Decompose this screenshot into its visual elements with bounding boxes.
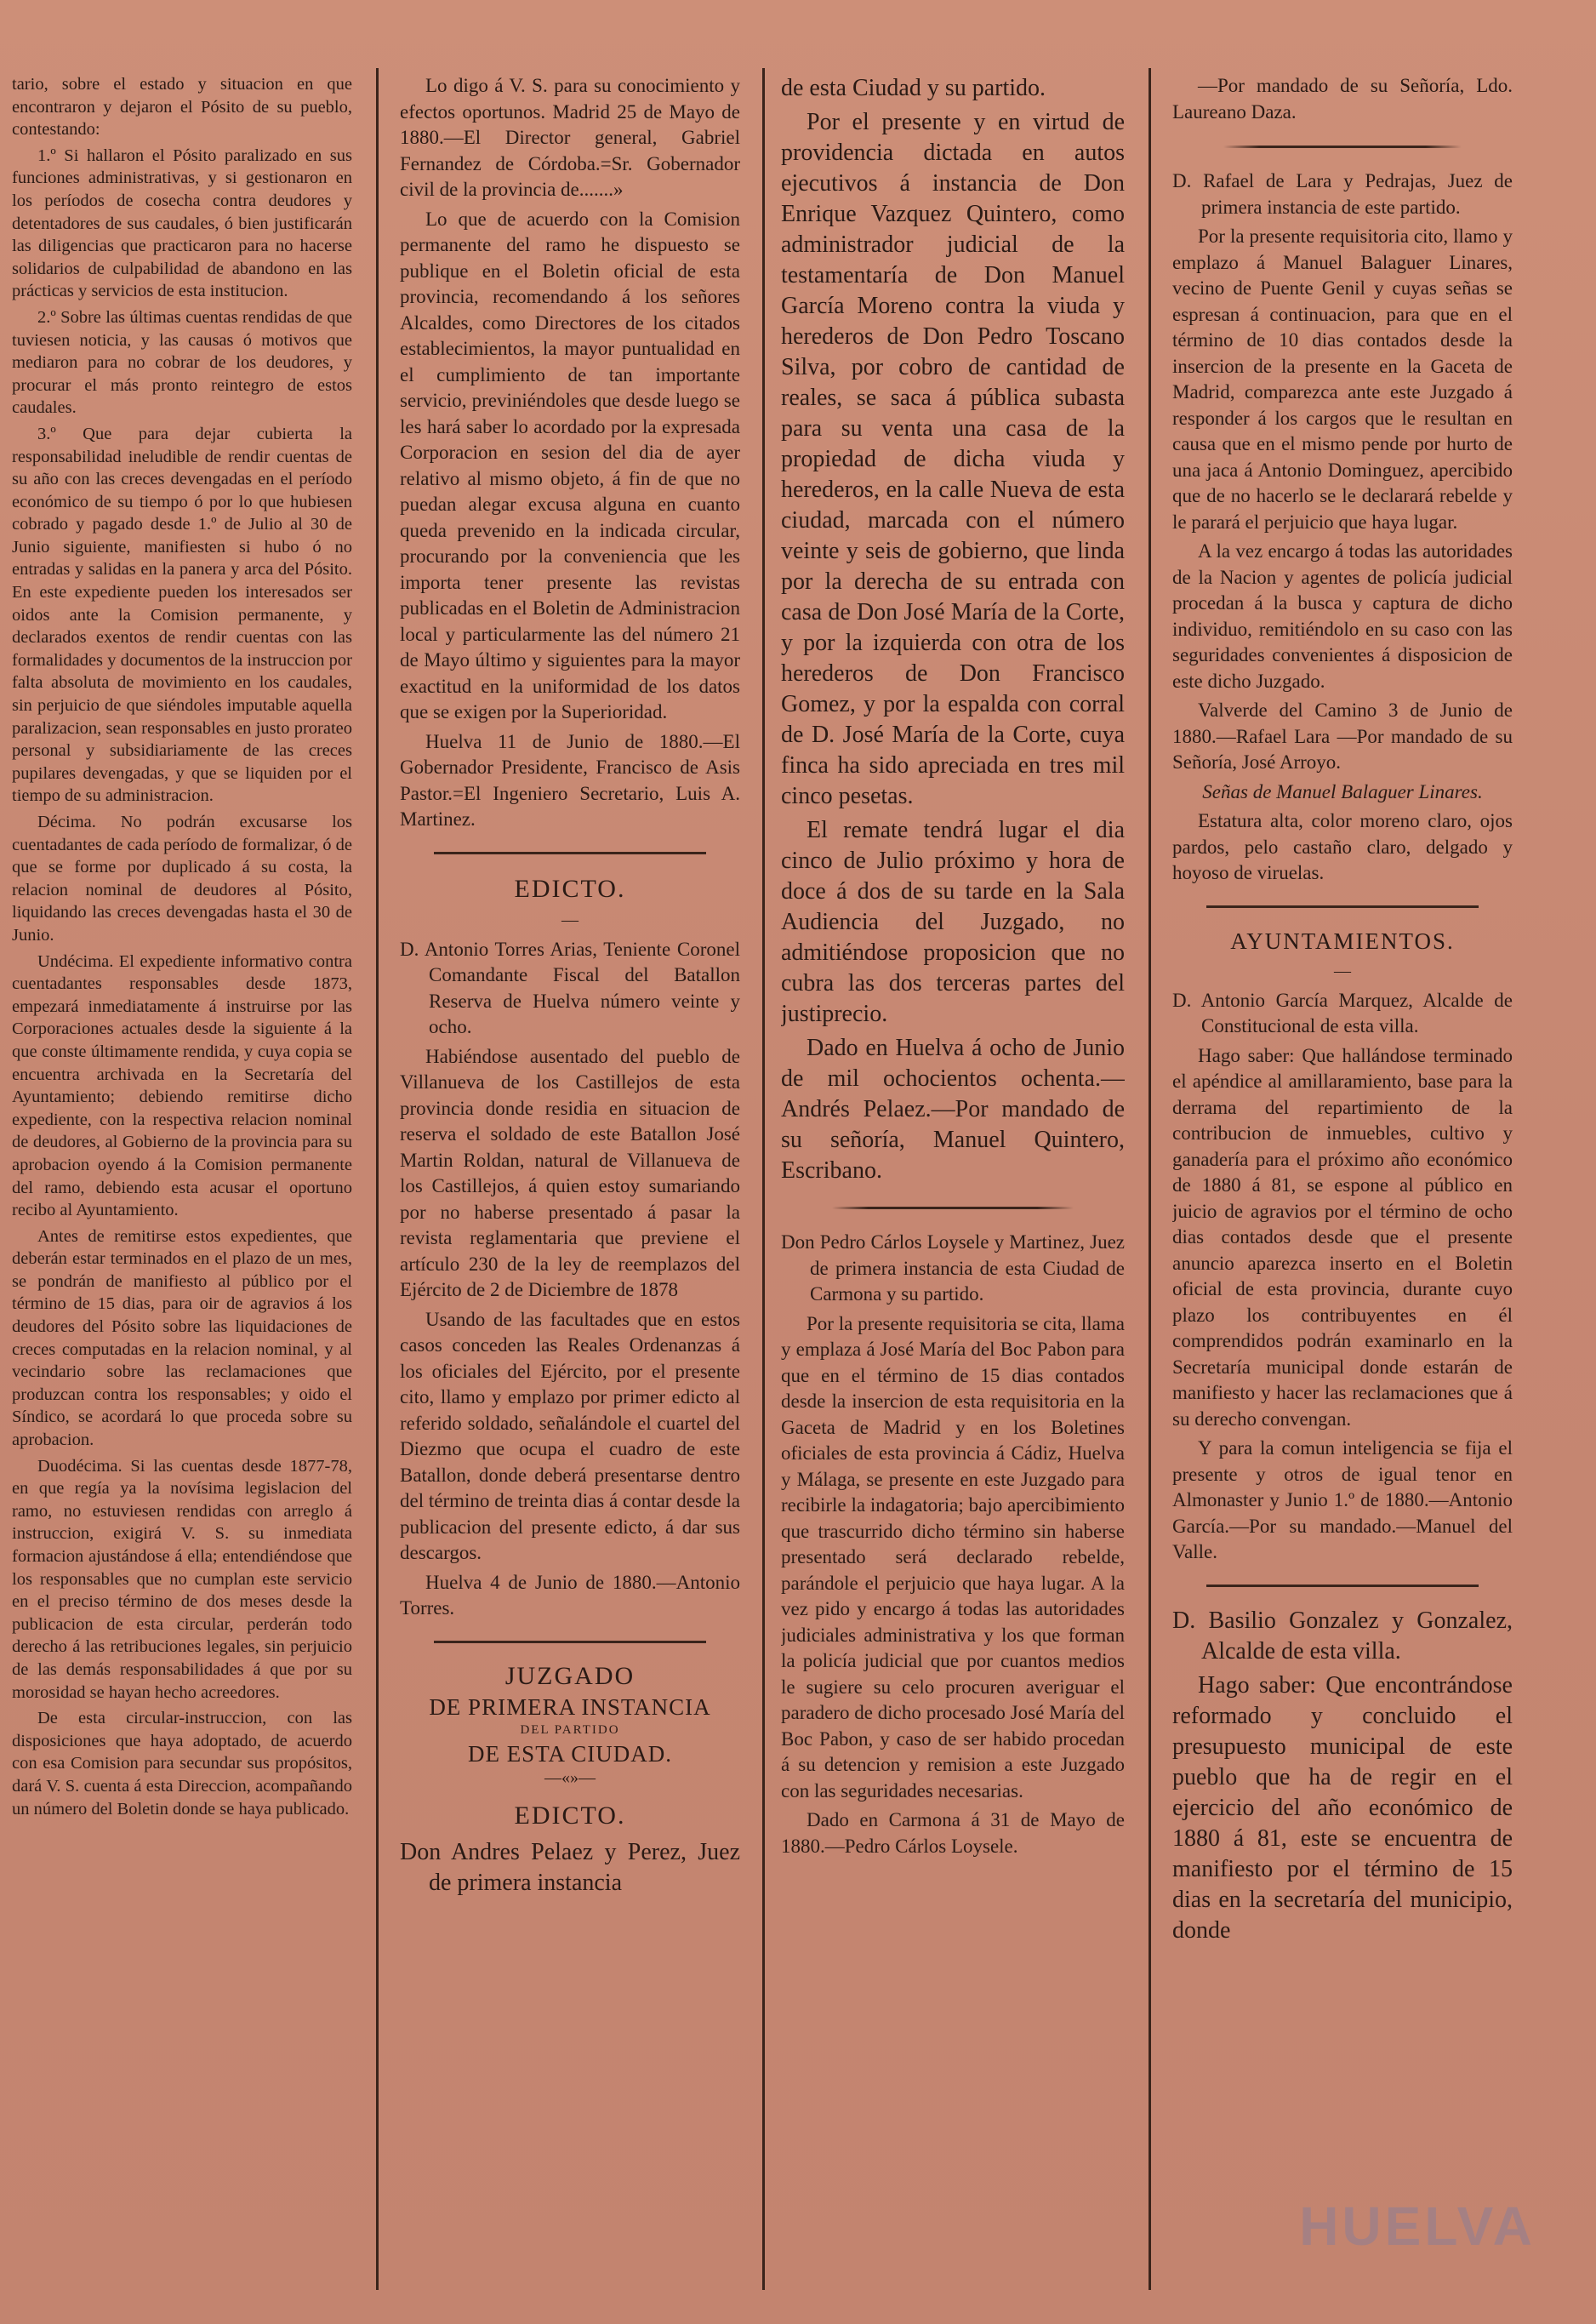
edicto-authority: Don Andres Pelaez y Perez, Juez de primera instancia <box>400 1838 740 1896</box>
ayuntamiento-authority: D. Basilio Gonzalez y Gonzalez, Alcalde de esta villa. <box>1172 1607 1513 1664</box>
paragraph: Dado en Carmona á 31 de Mayo de 1880.—Pedro Cárlos Loysele. <box>781 1809 1125 1857</box>
juzgado-heading: JUZGADO <box>504 1661 636 1690</box>
paragraph: Dado en Huelva á ocho de Junio de mil ochocientos ochenta.—Andrés Pelaez.—Por mandado de su señoría, Manuel Quintero, Escribano. <box>781 1035 1125 1184</box>
paragraph: El remate tendrá lugar el dia cinco de Julio próximo y hora de doce á dos de su tarde en la Sala Audiencia del Juzgado, no admitiéndose proposicion que no cubra las dos terceras partes del justiprecio. <box>781 817 1125 1027</box>
paragraph: Duodécima. Si las cuentas desde 1877-78, en que regía ya la novísima legislacion del ramo, no estuviesen rendidas con arreglo á instruccion, exigirá V. S. su inmediata formacion ajustándose á ella; entendiéndose que los responsables que no cumplan este servicio en el preciso término de dos meses desde la publicacion de esta circular, perderán todo derecho á las retribuciones legales, sin perjuicio de las demás responsabilidades á que por su morosidad se hayan hecho acreedores. <box>12 1456 352 1702</box>
column-divider <box>762 68 765 2290</box>
paragraph: Lo que de acuerdo con la Comision permanente del ramo he dispuesto se publique en el Boletin oficial de esta provincia, recomendando á los señores Alcaldes, como Directores de los citados establecimientos, la mayor puntualidad en el cumplimiento de tan importante servicio, previniéndoles que desde luego se les hará saber lo acordado por la expresada Corporacion en sesion del dia de ayer relativo al mismo objeto, á fin de que no puedan alegar excusa alguna en cuanto queda prevenido en la indicada circular, procurando por la conveniencia que les importa tener presente las revistas publicadas en el Boletin de Administracion local y particularmente las del número 21 de Mayo último y siguientes para la mayor exactitud en la uniformidad de los datos que se exigen por la Superioridad. <box>400 208 740 722</box>
column-2 <box>400 73 740 2290</box>
paragraph: Undécima. El expediente informativo contra cuentadantes responsables desde 1873, empezará inmediatamente á instruirse por las Corporaciones actuales desde la siguiente á la que conste últimamente rendida, y cuya copia se encuentra archivada en la Secretaría del Ayuntamiento; debiendo remitirse dicho expediente, con la respectiva relacion nominal de deudores, al Gobierno de la provincia para su aprobacion oyendo á la Comision permanente del ramo, debiendo esta acusar el oportuno recibo al Ayuntamiento. <box>12 951 352 1220</box>
paragraph: Valverde del Camino 3 de Junio de 1880.—Rafael Lara —Por mandado de su Señoría, José Arroyo. <box>1172 699 1513 773</box>
column-4 <box>1172 73 1513 2290</box>
paragraph: Huelva 11 de Junio de 1880.—El Gobernador Presidente, Francisco de Asis Pastor.=El Ingeniero Secretario, Luis A. Martinez. <box>400 730 740 830</box>
paragraph: De esta circular-instruccion, con las disposiciones que haya adoptado, de acuerdo con esa Comision para secundar sus propósitos, dará V. S. cuenta á esta Direccion, acompañando un número del Boletin donde se haya publicado. <box>12 1709 352 1819</box>
heading-dash: — <box>1334 961 1351 980</box>
heading-dash: — <box>561 910 579 929</box>
column-1 <box>12 73 352 2290</box>
paragraph: Por la presente requisitoria se cita, llama y emplaza á José María del Boc Pabon para que en el término de 15 dias contados desde la insercion de esta requisitoria en la Gaceta de Madrid y en los Boletines oficiales de esta provincia á Cádiz, Huelva y Málaga, se presente en este Juzgado para recibirle la indagatoria; bajo apercibimiento que trascurrido dicho término sin haberse presentado será declarado rebelde, parándole el perjuicio que haya lugar. A la vez pido y encargo á todas las autoridades judiciales administrativa y los que forman la policía judicial que por cuantos medios le sugiere su celo procuren averiguar el paradero de dicho procesado José María del Boc Pabon, y caso de ser habido procedan á su detencion y remision a este Juzgado con las seguridades necesarias. <box>781 1312 1125 1802</box>
paragraph: Por la presente requisitoria cito, llamo y emplazo á Manuel Balaguer Linares, vecino de Puente Genil y cuyas señas se espresan á continuacion, para que en el término de 10 dias contados desde la insercion de la presente en la Gaceta de Madrid, comparezca ante este Juzgado á responder á los cargos que le resultan en causa que en el mismo pende por hurto de una jaca á Antonio Dominguez, apercibido que de no hacerlo se le declarará rebelde y le parará el perjuicio que haya lugar. <box>1172 226 1513 533</box>
paragraph: 1.º Si hallaron el Pósito paralizado en sus funciones administrativas, y si gestionaron en los períodos de cosecha contra deudores y detentadores de sus caudales, ó bien justificarán las diligencias que practicaron para no hacerse solidarios de culpabilidad de abandono en las prácticas y servicios de esta institucion. <box>12 146 352 301</box>
section-rule <box>832 1207 1074 1209</box>
paragraph: Por el presente y en virtud de providencia dictada en autos ejecutivos á instancia de Don Enrique Vazquez Quintero, como administrador judicial de la testamentaría de Don Manuel García Moreno contra la viuda y herederos de Don Pedro Toscano Silva, por cobro de cantidad de reales, se saca á pública subasta para su venta una casa de la propiedad de dicha viuda y herederos, en la calle Nueva de esta ciudad, marcada con el número veinte y seis de gobierno, que linda por la derecha de su entrada con casa de Don José María de la Corte, y por la izquierda con otra de los herederos de Don Francisco Gomez, y por la espalda con corral de D. José María de la Corte, cuya finca ha sido apreciada en tres mil cinco pesetas. <box>781 109 1125 809</box>
paragraph: Huelva 4 de Junio de 1880.—Antonio Torres. <box>400 1571 740 1619</box>
juzgado-small-caption: DEL PARTIDO <box>520 1722 620 1737</box>
column-divider <box>1149 68 1151 2290</box>
edicto-authority-cont: de esta Ciudad y su partido. <box>781 75 1046 101</box>
ayuntamiento-authority: D. Antonio García Marquez, Alcalde de Constitucional de esta villa. <box>1172 989 1513 1036</box>
paragraph: Usando de las facultades que en estos casos conceden las Reales Ordenanzas á los oficiales del Ejército, por el presente cito, llamo y emplazo por primer edicto al referido soldado, señalándole el cuartel del Diezmo que ocupa el cuadro de este Batallon, donde deberá presentarse dentro del término de treinta dias á contar desde la publicacion del presente edicto, á dar sus descargos. <box>400 1308 740 1563</box>
paragraph: A la vez encargo á todas las autoridades de la Nacion y agentes de policía judicial procedan á la busca y captura de dicho individuo, remitiéndolo en su caso con las seguridades convenientes á disposicion de este dicho Juzgado. <box>1172 540 1513 692</box>
requisitoria-authority: Don Pedro Cárlos Loysele y Martinez, Juez de primera instancia de esta Ciudad de Carmona y su partido. <box>781 1231 1125 1305</box>
requisitoria-authority: D. Rafael de Lara y Pedrajas, Juez de primera instancia de este partido. <box>1172 170 1513 218</box>
edicto-heading: EDICTO. <box>514 1801 626 1830</box>
archive-stamp-watermark: HUELVA <box>1299 2196 1536 2257</box>
ornament: —«»— <box>544 1767 596 1787</box>
paragraph: Antes de remitirse estos expedientes, que deberán estar terminados en el plazo de un mes, se pondrán de manifiesto al público por el término de 15 dias, para oir de agravios á los deudores del Pósito sobre las liquidaciones de creces computadas en la relacion nominal, y al vecindario sobre las reclamaciones que produzcan contra los responsables; y oido el Síndico, se acordará lo que proceda sobre su aprobacion. <box>12 1226 352 1450</box>
paragraph: Décima. No podrán excusarse los cuentadantes de cada período de formalizar, ó de que se forme por duplicado á su costa, la relacion nominal de deudores al Pósito, liquidando las creces devengadas hasta el 30 de Junio. <box>12 813 352 945</box>
signature-line: —Por mandado de su Señoría, Ldo. Laureano Daza. <box>1172 75 1513 123</box>
paragraph: tario, sobre el estado y situacion en que encontraron y dejaron el Pósito de su pueblo, contestando: <box>12 75 352 140</box>
column-divider <box>376 68 379 2290</box>
section-rule <box>434 852 706 854</box>
juzgado-subheading: DE PRIMERA INSTANCIA <box>429 1693 711 1720</box>
section-rule <box>434 1641 706 1643</box>
ayuntamientos-heading: AYUNTAMIENTOS. <box>1230 928 1455 954</box>
paragraph: Hago saber: Que hallándose terminado el apéndice al amillaramiento, base para la derrama del repartimiento de la contribucion de inmuebles, cultivo y ganadería para el próximo año económico de 1880 á 81, se espone al público en juicio de agravios por el término de ocho dias contados desde que el presente anuncio aparezca inserto en el Boletin oficial de esta provincia, durante cuyo plazo los contribuyentes en él comprendidos podrán examinarlo en la Secretaría municipal donde estarán de manifiesto y hacer las reclamaciones que á su derecho convengan. <box>1172 1044 1513 1430</box>
paragraph: Lo digo á V. S. para su conocimiento y efectos oportunos. Madrid 25 de Mayo de 1880.—El Director general, Gabriel Fernandez de Córdoba.=Sr. Gobernador civil de la provincia de.......» <box>400 75 740 200</box>
paragraph: Y para la comun inteligencia se fija el presente y otros de igual tenor en Almonaster y Junio 1.º de 1880.—Antonio García.—Por su mandado.—Manuel del Valle. <box>1172 1437 1513 1562</box>
paragraph: 3.º Que para dejar cubierta la responsabilidad ineludible de rendir cuentas de su año con las creces devengadas en el período económico de su tiempo ó por lo que hubiesen cobrado y pagado desde 1.º de Julio al 30 de Junio siguiente, manifiesten si hubo ó no entradas y salidas en la panera y arca del Pósito. En este expediente pueden los interesados ser oidos ante la Comision permanente, y declarados exentos de rendir cuentas con las formalidades y documentos de la instruccion por falta absoluta de movimiento en los caudales, sin perjuicio de que siéndoles imputable aquella paralizacion, sean responsables en justo prorateo personal y subsidiariamente de las creces pupilares devengadas, y que se liquiden por el tiempo de su administracion. <box>12 424 352 806</box>
juzgado-subheading: DE ESTA CIUDAD. <box>467 1740 673 1767</box>
section-rule <box>1223 146 1462 148</box>
paragraph: Estatura alta, color moreno claro, ojos pardos, pelo castaño claro, delgado y hoyoso de viruelas. <box>1172 810 1513 883</box>
paragraph: Habiéndose ausentado del pueblo de Villanueva de los Castillejos de esta provincia donde residia en situacion de reserva el soldado de este Batallon José Martin Roldan, natural de Villanueva de los Castillejos, á quien estoy sumariando por no haberse presentado á pasar la revista reglamentaria que previene el artículo 230 de la ley de reemplazos del Ejército de 2 de Diciembre de 1878 <box>400 1045 740 1300</box>
edicto-authority: D. Antonio Torres Arias, Teniente Coronel Comandante Fiscal del Batallon Reserva de Huelva número veinte y ocho. <box>400 938 740 1037</box>
paragraph: 2.º Sobre las últimas cuentas rendidas de que tuviesen noticia, y las causas ó motivos que mediaron para no cobrar de los deudores, y procurar el más pronto reintegro de estos caudales. <box>12 307 352 418</box>
section-rule <box>1206 1585 1479 1587</box>
column-3 <box>781 73 1125 2290</box>
paragraph: Hago saber: Que encontrándose reformado y concluido el presupuesto municipal de este pueblo que ha de regir en el ejercicio del año económico de 1880 á 81, este se encuentra de manifiesto por el término de 15 dias en la secretaría del municipio, donde <box>1172 1671 1513 1944</box>
edicto-heading: EDICTO. <box>514 874 626 903</box>
senas-heading: Señas de Manuel Balaguer Linares. <box>1202 780 1483 802</box>
section-rule <box>1206 905 1479 908</box>
